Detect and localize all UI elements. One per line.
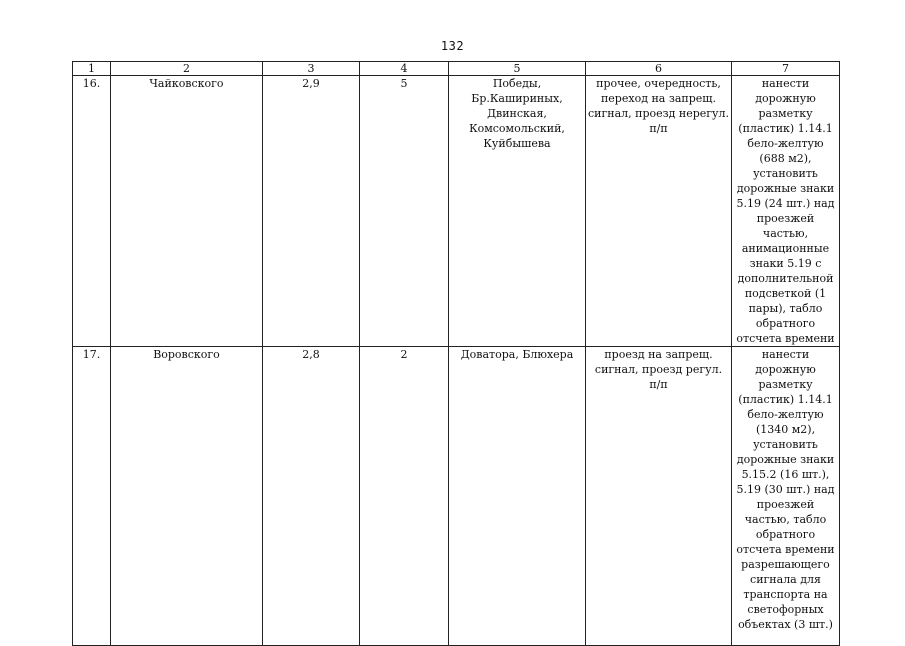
count-cell: 5 xyxy=(360,76,449,347)
row-number-cell: 17. xyxy=(73,347,111,646)
reasons-cell: проезд на запрещ. сигнал, проезд регул. п/п xyxy=(586,347,732,646)
value-cell: 2,9 xyxy=(263,76,360,347)
table-header-row xyxy=(73,62,840,76)
column-header: 4 xyxy=(360,62,449,76)
intersections-cell: Доватора, Блюхера xyxy=(449,347,586,646)
measures-cell: нанести дорожную разметку (пластик) 1.14.1 бело-желтую (1340 м2), установить дорожные знаки 5.15.2 (16 шт.), 5.19 (30 шт.) над проезжей частью, табло обратного отсчета времени разрешающего сигнала для транспорта на светофорных объектах (3 шт.) xyxy=(732,347,840,646)
column-header: 5 xyxy=(449,62,586,76)
table-row xyxy=(73,347,840,646)
count-cell: 2 xyxy=(360,347,449,646)
reasons-cell: прочее, очередность, переход на запрещ. сигнал, проезд нерегул. п/п xyxy=(586,76,732,347)
row-number-cell: 16. xyxy=(73,76,111,347)
column-header: 1 xyxy=(73,62,111,76)
street-cell: Чайковского xyxy=(111,76,263,347)
table-row xyxy=(73,76,840,347)
page-number: 132 xyxy=(440,39,465,53)
column-header: 3 xyxy=(263,62,360,76)
intersections-cell: Победы, Бр.Кашириных, Двинская, Комсомольский, Куйбышева xyxy=(449,76,586,347)
value-cell: 2,8 xyxy=(263,347,360,646)
data-table xyxy=(72,61,840,646)
column-header: 7 xyxy=(732,62,840,76)
street-cell: Воровского xyxy=(111,347,263,646)
column-header: 6 xyxy=(586,62,732,76)
column-header: 2 xyxy=(111,62,263,76)
measures-cell: нанести дорожную разметку (пластик) 1.14.1 бело-желтую (688 м2), установить дорожные знаки 5.19 (24 шт.) над проезжей частью, анимационные знаки 5.19 с дополнительной подсветкой (1 пары), табло обратного отсчета времени xyxy=(732,76,840,347)
